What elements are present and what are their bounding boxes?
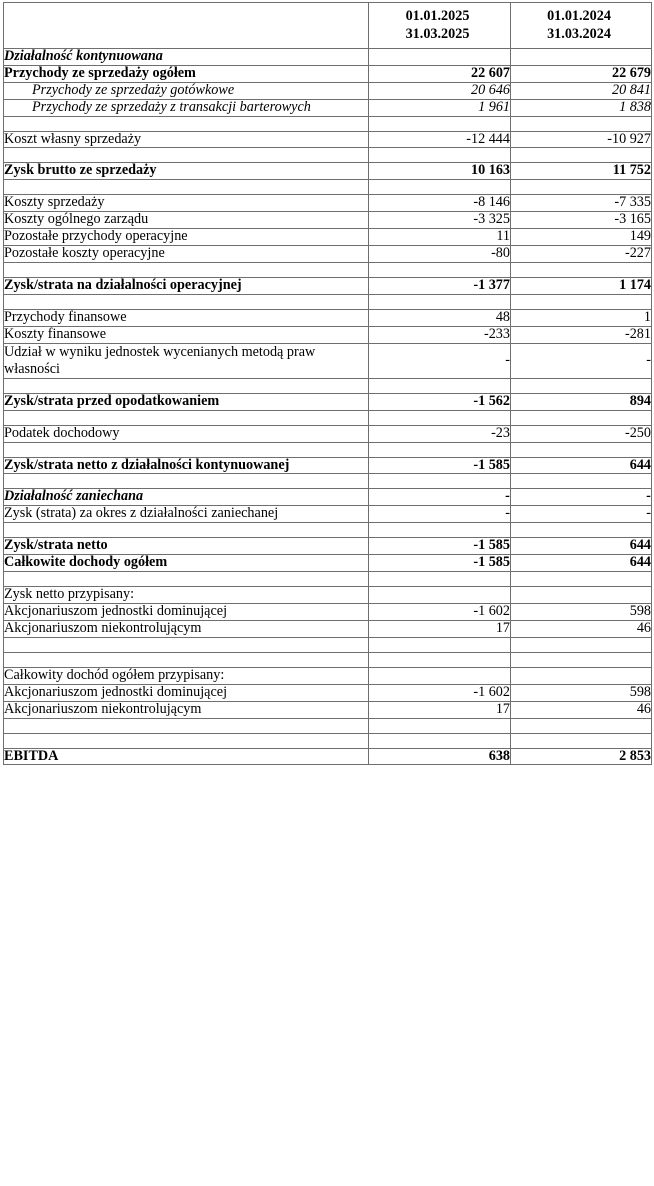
row-value-period-1: -1 585 (369, 555, 511, 572)
table-row (4, 748, 652, 765)
table-row (4, 667, 652, 684)
row-label: Koszt własny sprzedaży (4, 131, 369, 148)
table-row (4, 587, 652, 604)
row-value-period-2 (511, 523, 652, 538)
row-value-period-2 (511, 180, 652, 195)
row-value-period-2: 644 (511, 555, 652, 572)
row-label (4, 523, 369, 538)
header-period-2-to: 31.03.2024 (547, 26, 611, 43)
row-value-period-1: -1 585 (369, 538, 511, 555)
row-value-period-1: -3 325 (369, 212, 511, 229)
row-value-period-2: -3 165 (511, 212, 652, 229)
row-label: Przychody ze sprzedaży ogółem (4, 65, 369, 82)
row-label: Zysk/strata przed opodatkowaniem (4, 393, 369, 410)
row-value-period-1: -8 146 (369, 195, 511, 212)
row-value-period-1 (369, 637, 511, 652)
table-row (4, 604, 652, 621)
row-value-period-1: 22 607 (369, 65, 511, 82)
row-value-period-1: -1 585 (369, 457, 511, 474)
table-row (4, 82, 652, 99)
row-label: Całkowite dochody ogółem (4, 555, 369, 572)
table-spacer-row (4, 410, 652, 425)
row-value-period-2: 46 (511, 701, 652, 718)
table-spacer-row (4, 116, 652, 131)
row-value-period-2: 22 679 (511, 65, 652, 82)
row-value-period-1: -23 (369, 425, 511, 442)
table-spacer-row (4, 523, 652, 538)
row-value-period-1: 10 163 (369, 163, 511, 180)
row-label (4, 474, 369, 489)
row-label: Działalność zaniechana (4, 489, 369, 506)
row-label (4, 180, 369, 195)
row-value-period-1: 17 (369, 620, 511, 637)
row-value-period-1: -1 602 (369, 684, 511, 701)
header-period-1 (369, 3, 511, 49)
row-value-period-1 (369, 180, 511, 195)
row-value-period-2: 644 (511, 538, 652, 555)
row-value-period-1: -80 (369, 246, 511, 263)
row-label (4, 442, 369, 457)
table-row (4, 538, 652, 555)
row-value-period-2 (511, 262, 652, 277)
row-value-period-2: 1 174 (511, 277, 652, 294)
table-spacer-row (4, 378, 652, 393)
row-label (4, 148, 369, 163)
table-spacer-row (4, 652, 652, 667)
table-row (4, 309, 652, 326)
row-value-period-1 (369, 116, 511, 131)
row-value-period-1 (369, 442, 511, 457)
row-label (4, 637, 369, 652)
row-value-period-2: - (511, 489, 652, 506)
row-value-period-2: 149 (511, 229, 652, 246)
row-label (4, 572, 369, 587)
row-value-period-1 (369, 718, 511, 733)
row-label: Koszty finansowe (4, 326, 369, 343)
row-value-period-2: -250 (511, 425, 652, 442)
table-row (4, 457, 652, 474)
table-spacer-row (4, 148, 652, 163)
row-label: Zysk/strata netto (4, 538, 369, 555)
row-label: Zysk/strata na działalności operacyjnej (4, 277, 369, 294)
table-row (4, 555, 652, 572)
table-spacer-row (4, 637, 652, 652)
row-value-period-2: -7 335 (511, 195, 652, 212)
table-spacer-row (4, 733, 652, 748)
row-label (4, 652, 369, 667)
row-value-period-1: 48 (369, 309, 511, 326)
table-row (4, 246, 652, 263)
row-label: Zysk/strata netto z działalności kontynuowanej (4, 457, 369, 474)
row-label (4, 718, 369, 733)
row-value-period-2 (511, 378, 652, 393)
row-value-period-2: -227 (511, 246, 652, 263)
row-value-period-2 (511, 442, 652, 457)
table-spacer-row (4, 262, 652, 277)
table-row (4, 163, 652, 180)
table-row (4, 212, 652, 229)
table-row (4, 229, 652, 246)
row-value-period-1 (369, 410, 511, 425)
row-value-period-2 (511, 116, 652, 131)
row-value-period-2 (511, 652, 652, 667)
row-label: Zysk (strata) za okres z działalności zaniechanej (4, 506, 369, 523)
table-row (4, 684, 652, 701)
income-statement-table (3, 2, 652, 765)
row-value-period-2: 46 (511, 620, 652, 637)
row-label: Zysk brutto ze sprzedaży (4, 163, 369, 180)
header-period-1-to: 31.03.2025 (405, 26, 470, 43)
row-label: Udział w wyniku jednostek wycenianych metodą praw własności (4, 343, 369, 378)
row-label: Przychody finansowe (4, 309, 369, 326)
table-row (4, 701, 652, 718)
table-header-row (4, 3, 652, 49)
row-value-period-1 (369, 294, 511, 309)
financial-statement-sheet (0, 2, 654, 1186)
row-label: Podatek dochodowy (4, 425, 369, 442)
table-spacer-row (4, 572, 652, 587)
table-row (4, 326, 652, 343)
table-row (4, 620, 652, 637)
row-value-period-2: 598 (511, 684, 652, 701)
row-value-period-2 (511, 474, 652, 489)
row-value-period-1: 17 (369, 701, 511, 718)
header-period-1-from: 01.01.2025 (405, 8, 470, 24)
row-label (4, 116, 369, 131)
row-label: Całkowity dochód ogółem przypisany: (4, 667, 369, 684)
header-period-2 (511, 3, 652, 49)
table-row (4, 489, 652, 506)
row-label (4, 294, 369, 309)
row-value-period-1 (369, 378, 511, 393)
table-spacer-row (4, 442, 652, 457)
row-value-period-2 (511, 718, 652, 733)
row-value-period-1 (369, 262, 511, 277)
table-row (4, 425, 652, 442)
row-label (4, 410, 369, 425)
row-value-period-1 (369, 652, 511, 667)
table-body (4, 3, 652, 765)
table-spacer-row (4, 294, 652, 309)
row-value-period-1 (369, 667, 511, 684)
row-label: Pozostałe koszty operacyjne (4, 246, 369, 263)
row-label: Przychody ze sprzedaży gotówkowe (4, 82, 369, 99)
row-value-period-2: 598 (511, 604, 652, 621)
row-label: Zysk netto przypisany: (4, 587, 369, 604)
row-value-period-1 (369, 587, 511, 604)
row-value-period-2: 11 752 (511, 163, 652, 180)
row-value-period-2 (511, 667, 652, 684)
row-value-period-2 (511, 410, 652, 425)
row-value-period-1 (369, 148, 511, 163)
row-value-period-2: - (511, 506, 652, 523)
row-value-period-1: - (369, 506, 511, 523)
row-value-period-1: 1 961 (369, 99, 511, 116)
table-row (4, 277, 652, 294)
row-value-period-1: -1 562 (369, 393, 511, 410)
row-label: Akcjonariuszom niekontrolującym (4, 701, 369, 718)
row-label: Koszty ogólnego zarządu (4, 212, 369, 229)
row-label: Przychody ze sprzedaży z transakcji barterowych (4, 99, 369, 116)
row-value-period-1: 20 646 (369, 82, 511, 99)
table-spacer-row (4, 718, 652, 733)
row-label: Pozostałe przychody operacyjne (4, 229, 369, 246)
row-label: Akcjonariuszom jednostki dominującej (4, 604, 369, 621)
table-row (4, 343, 652, 378)
table-row (4, 195, 652, 212)
row-value-period-2 (511, 572, 652, 587)
row-value-period-1: -1 377 (369, 277, 511, 294)
table-row (4, 48, 652, 65)
header-label-cell (4, 3, 369, 49)
row-value-period-2: -281 (511, 326, 652, 343)
row-label (4, 733, 369, 748)
table-row (4, 65, 652, 82)
row-value-period-2 (511, 148, 652, 163)
row-value-period-2: 2 853 (511, 748, 652, 765)
row-label: Działalność kontynuowana (4, 48, 369, 65)
row-value-period-2: 644 (511, 457, 652, 474)
row-value-period-2: 1 (511, 309, 652, 326)
row-value-period-1 (369, 572, 511, 587)
row-value-period-1: - (369, 343, 511, 378)
row-value-period-2 (511, 294, 652, 309)
row-value-period-1: - (369, 489, 511, 506)
row-value-period-2 (511, 637, 652, 652)
row-label: EBITDA (4, 748, 369, 765)
row-value-period-1: -233 (369, 326, 511, 343)
row-label (4, 262, 369, 277)
table-row (4, 131, 652, 148)
row-label (4, 378, 369, 393)
row-value-period-2 (511, 587, 652, 604)
row-value-period-1 (369, 48, 511, 65)
row-value-period-1: -1 602 (369, 604, 511, 621)
table-spacer-row (4, 474, 652, 489)
row-label: Koszty sprzedaży (4, 195, 369, 212)
row-value-period-2 (511, 48, 652, 65)
row-value-period-1 (369, 523, 511, 538)
table-row (4, 506, 652, 523)
row-value-period-2: - (511, 343, 652, 378)
row-value-period-1 (369, 474, 511, 489)
table-spacer-row (4, 180, 652, 195)
row-value-period-1: -12 444 (369, 131, 511, 148)
row-label: Akcjonariuszom niekontrolującym (4, 620, 369, 637)
header-period-2-from: 01.01.2024 (547, 8, 611, 24)
row-value-period-2: 1 838 (511, 99, 652, 116)
row-value-period-2: 894 (511, 393, 652, 410)
row-value-period-1: 638 (369, 748, 511, 765)
row-label: Akcjonariuszom jednostki dominującej (4, 684, 369, 701)
row-value-period-2 (511, 733, 652, 748)
row-value-period-2: -10 927 (511, 131, 652, 148)
row-value-period-2: 20 841 (511, 82, 652, 99)
row-value-period-1: 11 (369, 229, 511, 246)
row-value-period-1 (369, 733, 511, 748)
table-row (4, 393, 652, 410)
table-row (4, 99, 652, 116)
